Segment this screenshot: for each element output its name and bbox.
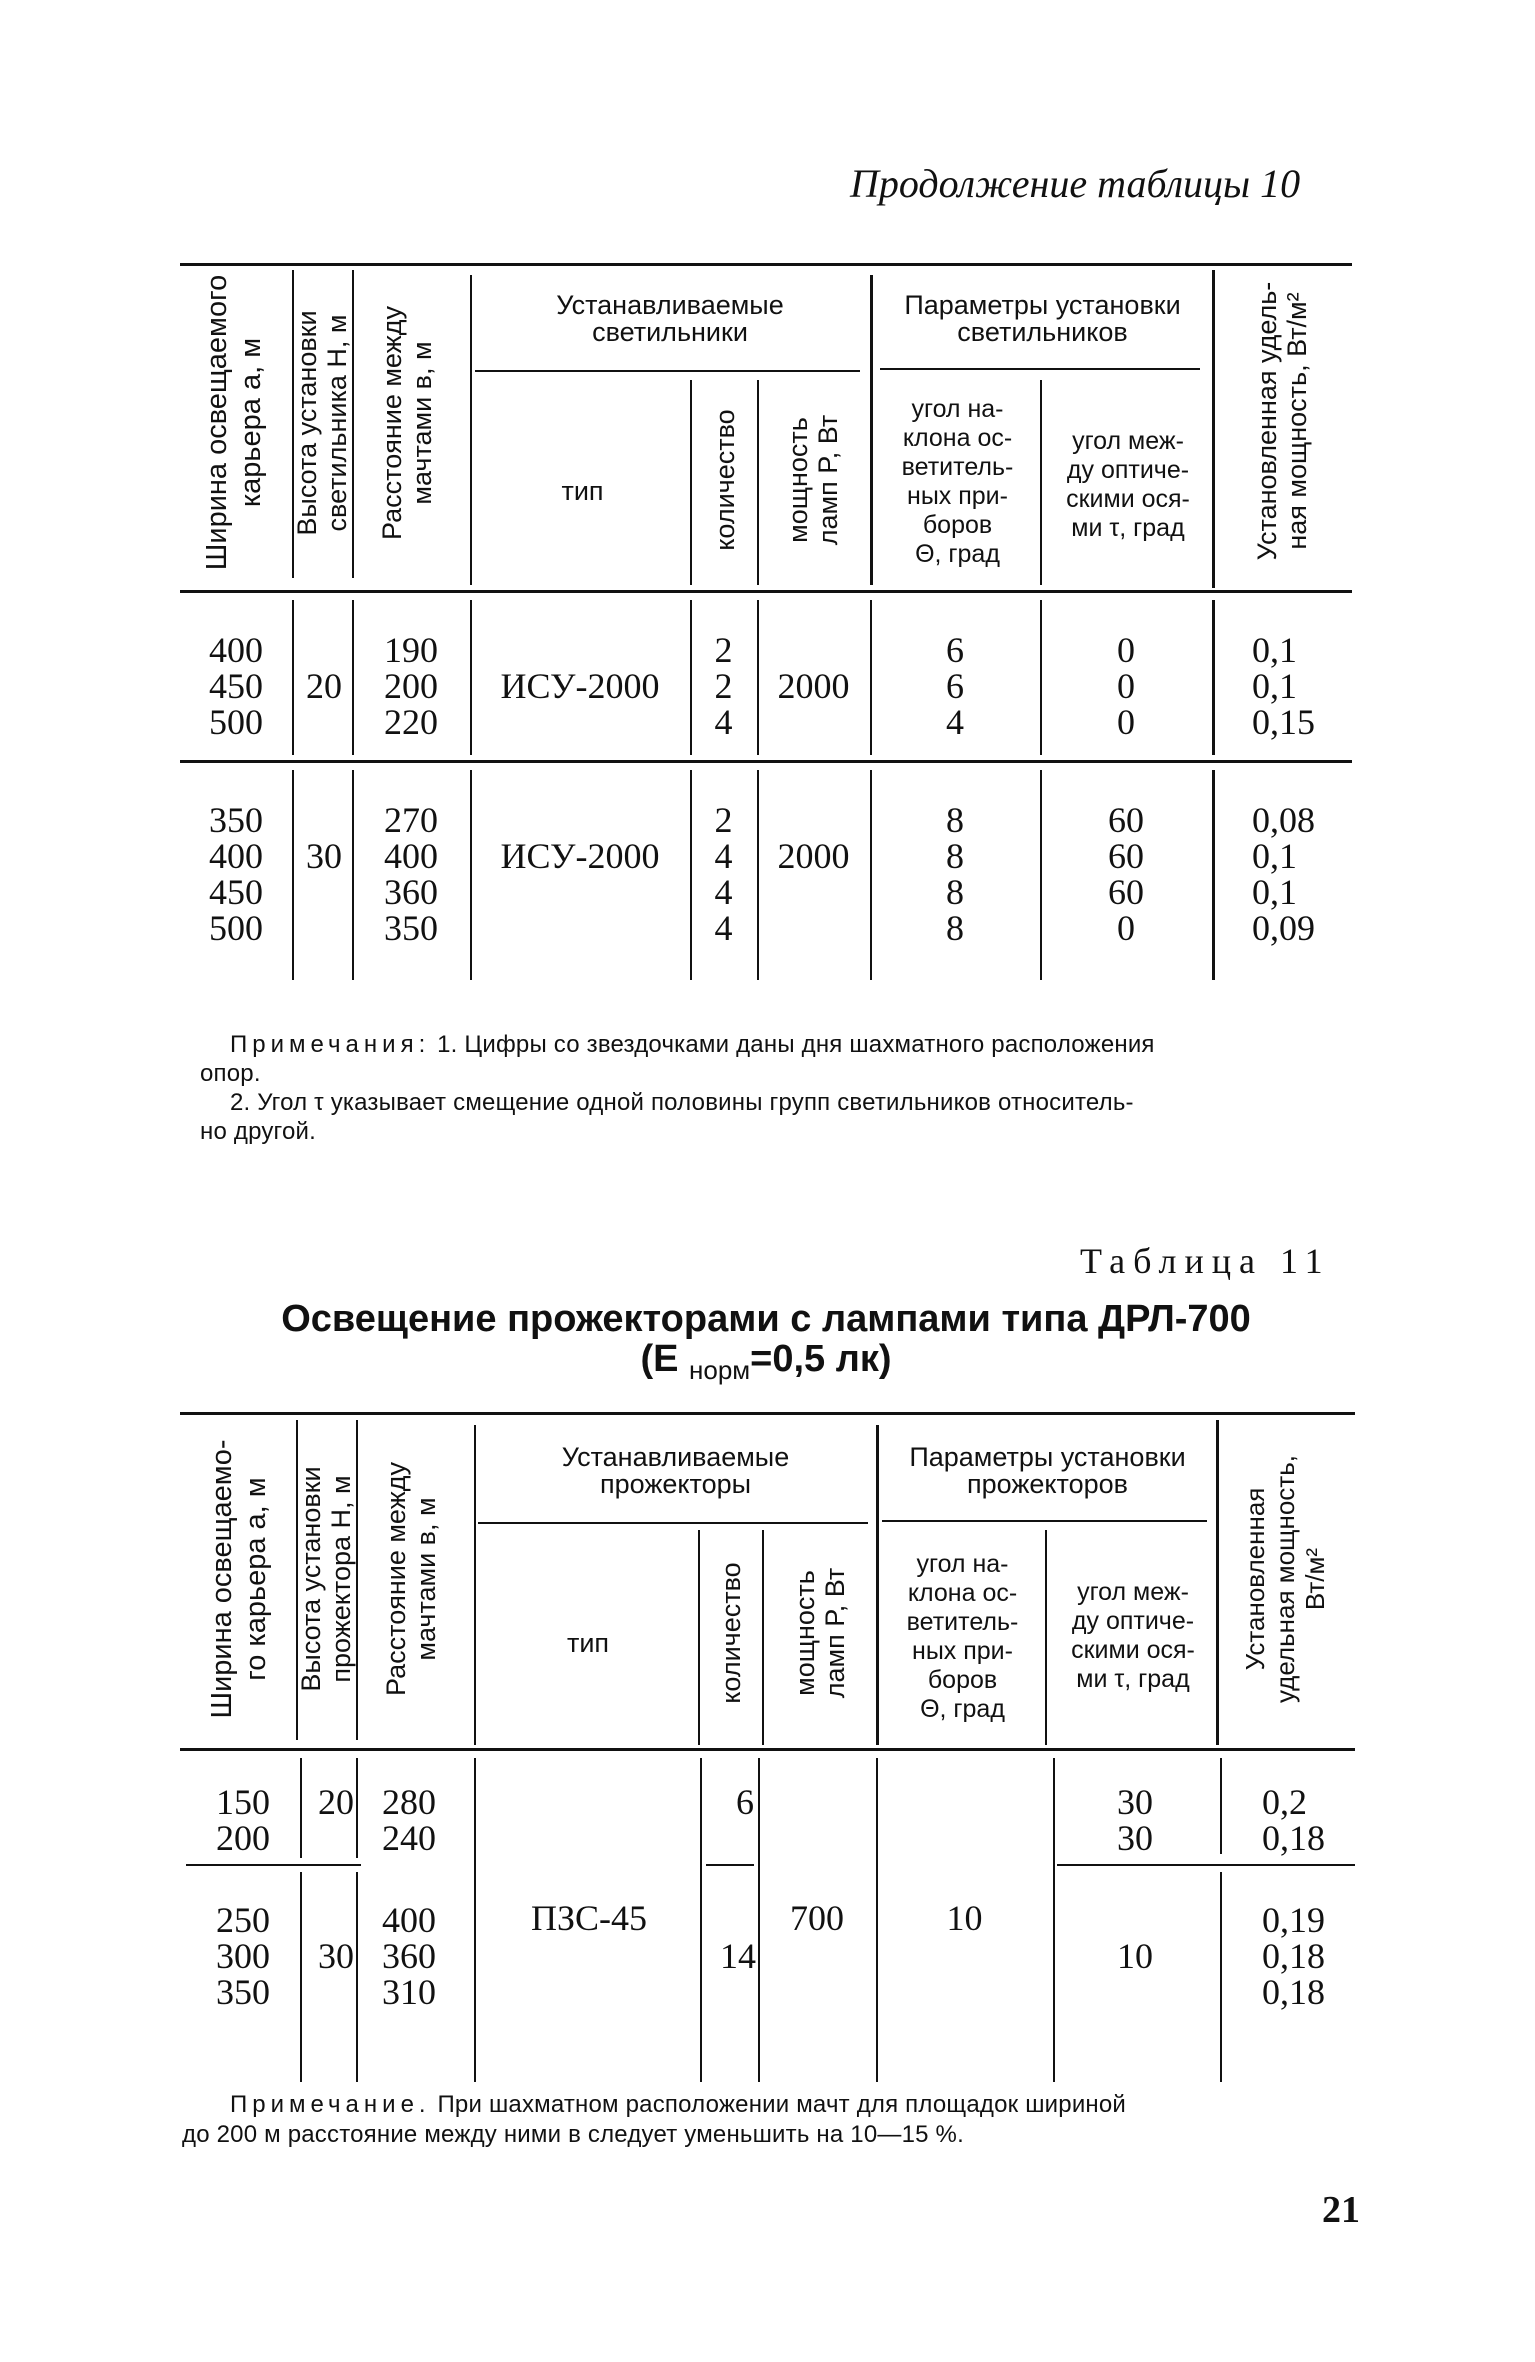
t11-header-power: мощность ламп P, Вт xyxy=(790,1567,850,1699)
t11-b2-widths: 250 300 350 xyxy=(216,1900,270,2012)
t11-note-label: Примечание. xyxy=(230,2091,431,2118)
t11-header-tilt: угол на- клона ос- ветитель- ных при- боров Θ, град xyxy=(906,1550,1019,1723)
t10-b2-widths: 350 400 450 500 xyxy=(209,800,263,948)
t10-note-1: 1. Цифры со звездочками даны дня шахматного расположения xyxy=(437,1031,1155,1058)
t10-notes-label: Примечания: xyxy=(230,1031,431,1058)
t11-b2-height: 30 xyxy=(318,1936,354,1976)
t10-b1-specific: 0,1 0,1 0,15 xyxy=(1252,630,1315,742)
t10-b2-angles: 60 60 60 0 xyxy=(1108,800,1144,948)
t11-note-line2: до 200 м расстояние между ними в следует уменьшить на 10—15 %. xyxy=(182,2121,964,2148)
table11-title-line2 xyxy=(180,1338,1352,1385)
t11-b1-distances: 280 240 xyxy=(382,1782,436,1858)
t11-header-width: Ширина освещаемо- го карьера a, м xyxy=(206,1439,272,1719)
t11-header-distance: Расстояние между мачтами в, м xyxy=(381,1462,441,1696)
t11-type: ПЗС-45 xyxy=(530,1898,648,1938)
t11-b1-angles: 30 30 xyxy=(1117,1782,1153,1858)
t11-b1-height: 20 xyxy=(318,1782,354,1822)
t10-b1-type: ИСУ-2000 xyxy=(500,666,660,706)
t11-header-type: тип xyxy=(566,1628,610,1658)
t10-header-power: мощность ламп P, Вт xyxy=(783,414,843,546)
t10-header-tilt: угол на- клона ос- ветитель- ных при- боров Θ, град xyxy=(901,395,1014,568)
t10-header-type: тип xyxy=(561,476,604,506)
t10-header-width: Ширина освещаемого карьера a, м xyxy=(201,274,267,571)
t10-note-2: 2. Угол τ указывает смещение одной половины групп светильников относитель- xyxy=(230,1089,1134,1116)
table11-title-sub: норм xyxy=(689,1355,751,1385)
t10-header-installed-group: Устанавливаемые светильники xyxy=(556,290,784,347)
t10-notes xyxy=(230,1030,1155,1059)
t10-b1-distances: 190 200 220 xyxy=(384,630,438,742)
t10-b2-distances: 270 400 360 350 xyxy=(384,800,438,948)
t11-b2-angle: 10 xyxy=(1117,1936,1153,1976)
t11-b1-widths: 150 200 xyxy=(216,1782,270,1858)
t11-power: 700 xyxy=(790,1898,844,1938)
table11-label: Таблица 11 xyxy=(1080,1241,1331,1281)
t10-b1-power: 2000 xyxy=(777,666,850,706)
t10-b2-height: 30 xyxy=(306,836,342,876)
continuation-title: Продолжение таблицы 10 xyxy=(850,161,1301,206)
t10-b2-type: ИСУ-2000 xyxy=(500,836,660,876)
t10-b1-angles: 0 0 0 xyxy=(1117,630,1135,742)
table11-title-line1: Освещение прожекторами с лампами типа ДРЛ-700 xyxy=(281,1298,1251,1340)
t10-b2-tilts: 8 8 8 8 xyxy=(946,800,964,948)
t10-b1-height: 20 xyxy=(306,666,342,706)
t10-header-angle: угол меж- ду оптиче- скими ося- ми τ, град xyxy=(1066,427,1190,542)
t10-b2-specific: 0,08 0,1 0,1 0,09 xyxy=(1252,800,1315,948)
t11-b2-distances: 400 360 310 xyxy=(382,1900,436,2012)
t10-header-distance: Расстояние между мачтами в, м xyxy=(377,306,437,540)
t11-b1-specific: 0,2 0,18 xyxy=(1262,1782,1325,1858)
t10-header-height: Высота установки светильника H, м xyxy=(292,310,352,536)
t11-note-line1: При шахматном расположении мачт для площадок шириной xyxy=(437,2091,1127,2118)
t11-note xyxy=(230,2090,1126,2119)
t10-header-count: количество xyxy=(710,409,740,551)
t11-header-angle: угол меж- ду оптиче- скими ося- ми τ, град xyxy=(1071,1578,1195,1693)
t11-header-params-group: Параметры установки прожекторов xyxy=(909,1442,1186,1499)
t11-header-installed-group: Устанавливаемые прожекторы xyxy=(561,1442,790,1499)
t10-b1-widths: 400 450 500 xyxy=(209,630,263,742)
t10-header-specific-power: Установленная удель- ная мощность, Вт/м² xyxy=(1252,281,1312,561)
t10-b1-tilts: 6 6 4 xyxy=(946,630,964,742)
table11-title-suffix: =0,5 лк) xyxy=(750,1338,892,1380)
t11-header-count: количество xyxy=(716,1562,746,1704)
t10-b2-power: 2000 xyxy=(777,836,850,876)
t11-header-height: Высота установки прожектора H, м xyxy=(296,1466,356,1692)
t11-b2-count: 14 xyxy=(720,1936,756,1976)
t10-b2-counts: 2 4 4 4 xyxy=(714,800,733,948)
t11-b1-count: 6 xyxy=(736,1782,754,1822)
t10-note-1b: опор. xyxy=(200,1060,261,1087)
page-number: 21 xyxy=(1322,2189,1360,2231)
t11-b2-specific: 0,19 0,18 0,18 xyxy=(1262,1900,1325,2012)
t11-header-specific-power: Установленная удельная мощность, Вт/м² xyxy=(1240,1455,1330,1703)
t10-header-params-group: Параметры установки светильников xyxy=(904,290,1181,347)
table11-title-prefix: (Е xyxy=(640,1338,679,1380)
t10-note-2b: но другой. xyxy=(200,1118,316,1145)
t10-b1-counts: 2 2 4 xyxy=(714,630,733,742)
t11-tilt: 10 xyxy=(946,1898,983,1938)
